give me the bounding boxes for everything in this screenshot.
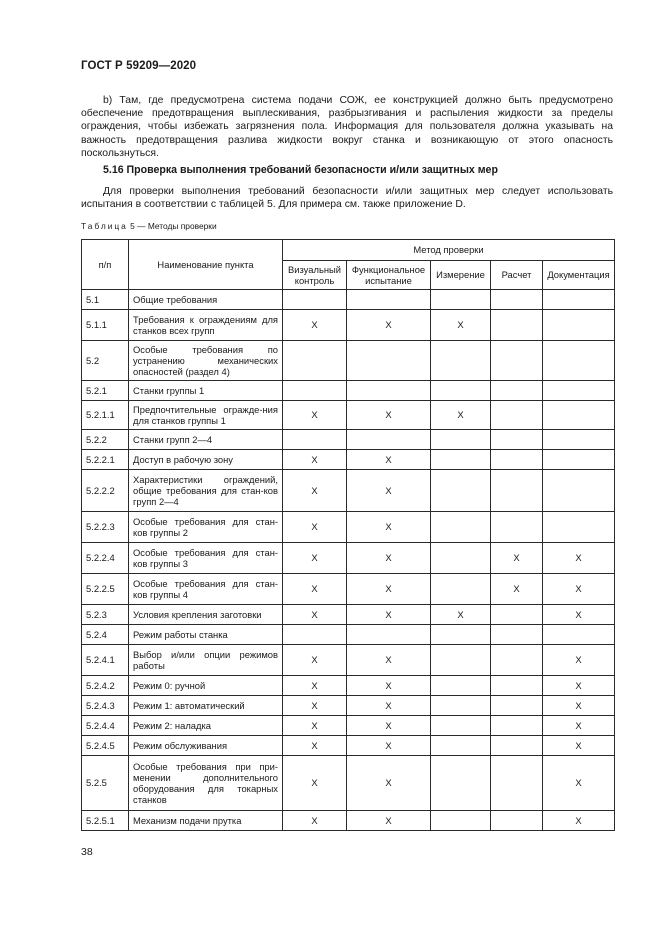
table-row <box>82 310 615 341</box>
mark-functional: X <box>347 716 431 736</box>
mark-visual: X <box>283 470 347 512</box>
header-method-functional: Функциональное испытание <box>347 261 431 290</box>
mark-calculation <box>491 716 543 736</box>
mark-measurement <box>431 512 491 543</box>
header-method-calculation: Расчет <box>491 261 543 290</box>
mark-measurement <box>431 756 491 811</box>
section-text: Для проверки выполнения требований безопасности и/или защитных мер следует использовать испытания в соответствии с таблицей 5. Для примера см. также приложение D. <box>81 186 613 211</box>
mark-visual <box>283 625 347 645</box>
mark-documentation: X <box>543 736 615 756</box>
mark-functional: X <box>347 696 431 716</box>
table-row <box>82 696 615 716</box>
mark-visual: X <box>283 811 347 831</box>
table-caption <box>81 221 217 231</box>
table-row <box>82 430 615 450</box>
mark-functional: X <box>347 401 431 430</box>
mark-calculation <box>491 381 543 401</box>
row-number: 5.2.4.3 <box>82 696 129 716</box>
row-name: Выбор и/или опции режимов работы <box>129 645 283 676</box>
mark-documentation: X <box>543 811 615 831</box>
row-name: Режим 2: наладка <box>129 716 283 736</box>
mark-measurement <box>431 716 491 736</box>
row-name: Предпочтительные огражде-ния для станков группы 1 <box>129 401 283 430</box>
table-row <box>82 676 615 696</box>
table-row <box>82 543 615 574</box>
mark-visual: X <box>283 512 347 543</box>
row-number: 5.2.2.5 <box>82 574 129 605</box>
mark-calculation <box>491 811 543 831</box>
mark-documentation <box>543 625 615 645</box>
mark-documentation: X <box>543 645 615 676</box>
table-row <box>82 574 615 605</box>
mark-calculation <box>491 605 543 625</box>
mark-functional <box>347 341 431 381</box>
mark-measurement <box>431 625 491 645</box>
row-name: Особые требования для стан-ков группы 3 <box>129 543 283 574</box>
header-num: п/п <box>82 240 129 290</box>
mark-documentation <box>543 512 615 543</box>
row-number: 5.2 <box>82 341 129 381</box>
mark-calculation <box>491 310 543 341</box>
mark-functional: X <box>347 574 431 605</box>
mark-calculation <box>491 756 543 811</box>
row-number: 5.1.1 <box>82 310 129 341</box>
row-number: 5.2.4.1 <box>82 645 129 676</box>
mark-calculation <box>491 470 543 512</box>
table-row <box>82 716 615 736</box>
row-name: Характеристики ограждений, общие требования для стан-ков групп 2—4 <box>129 470 283 512</box>
mark-documentation <box>543 341 615 381</box>
table-row <box>82 605 615 625</box>
mark-documentation: X <box>543 676 615 696</box>
section-heading: 5.16 Проверка выполнения требований безопасности и/или защитных мер <box>103 164 498 176</box>
table-row <box>82 811 615 831</box>
mark-measurement: X <box>431 605 491 625</box>
mark-documentation: X <box>543 696 615 716</box>
paragraph-b: b) Там, где предусмотрена система подачи СОЖ, ее конструкцией должно быть предусмотрено обеспечение предотвращения выплескивания, разбрызгивания и распыления жидкости за пределы ограждения, чтобы избежать загрязнения пола. Информация для пользователя должна указывать на важность предотвращения разлива жидкости вокруг станка и возникающую от этого опасность поскользнуться. <box>81 95 613 159</box>
row-name: Механизм подачи прутка <box>129 811 283 831</box>
mark-calculation <box>491 430 543 450</box>
mark-calculation <box>491 450 543 470</box>
row-name: Требования к ограждениям для станков всех групп <box>129 310 283 341</box>
mark-visual: X <box>283 543 347 574</box>
row-name: Режим работы станка <box>129 625 283 645</box>
row-name: Особые требования по устранению механических опасностей (раздел 4) <box>129 341 283 381</box>
mark-functional <box>347 290 431 310</box>
mark-functional: X <box>347 811 431 831</box>
mark-functional <box>347 430 431 450</box>
row-number: 5.2.2.3 <box>82 512 129 543</box>
row-number: 5.2.4.4 <box>82 716 129 736</box>
mark-visual: X <box>283 574 347 605</box>
row-name: Особые требования при при-менении дополнительного оборудования для токарных станков <box>129 756 283 811</box>
mark-visual: X <box>283 696 347 716</box>
mark-functional: X <box>347 605 431 625</box>
mark-functional: X <box>347 543 431 574</box>
row-name: Особые требования для стан-ков группы 4 <box>129 574 283 605</box>
table-row <box>82 736 615 756</box>
table-row <box>82 381 615 401</box>
mark-measurement <box>431 381 491 401</box>
table-row <box>82 450 615 470</box>
mark-visual: X <box>283 676 347 696</box>
row-name: Особые требования для стан-ков группы 2 <box>129 512 283 543</box>
mark-measurement <box>431 543 491 574</box>
mark-visual: X <box>283 716 347 736</box>
mark-calculation <box>491 736 543 756</box>
page-number: 38 <box>81 846 93 858</box>
mark-calculation <box>491 401 543 430</box>
row-number: 5.2.4 <box>82 625 129 645</box>
row-number: 5.2.2.4 <box>82 543 129 574</box>
mark-documentation <box>543 430 615 450</box>
row-name: Общие требования <box>129 290 283 310</box>
mark-measurement <box>431 341 491 381</box>
mark-functional: X <box>347 736 431 756</box>
row-name: Доступ в рабочую зону <box>129 450 283 470</box>
mark-documentation <box>543 290 615 310</box>
row-number: 5.2.5.1 <box>82 811 129 831</box>
mark-functional: X <box>347 645 431 676</box>
mark-documentation <box>543 450 615 470</box>
row-name: Станки группы 1 <box>129 381 283 401</box>
table-row <box>82 645 615 676</box>
table-caption-word: Таблица <box>81 221 128 231</box>
document-header: ГОСТ Р 59209—2020 <box>81 60 197 72</box>
row-name: Режим 1: автоматический <box>129 696 283 716</box>
mark-visual: X <box>283 450 347 470</box>
mark-visual: X <box>283 645 347 676</box>
mark-functional: X <box>347 676 431 696</box>
mark-functional: X <box>347 310 431 341</box>
row-number: 5.2.4.5 <box>82 736 129 756</box>
mark-functional: X <box>347 470 431 512</box>
mark-visual <box>283 341 347 381</box>
mark-calculation <box>491 625 543 645</box>
mark-measurement: X <box>431 401 491 430</box>
header-method-visual: Визуальный контроль <box>283 261 347 290</box>
mark-visual: X <box>283 756 347 811</box>
mark-measurement <box>431 430 491 450</box>
row-number: 5.1 <box>82 290 129 310</box>
row-number: 5.2.4.2 <box>82 676 129 696</box>
mark-visual <box>283 430 347 450</box>
header-method-measurement: Измерение <box>431 261 491 290</box>
mark-documentation <box>543 381 615 401</box>
row-number: 5.2.3 <box>82 605 129 625</box>
methods-table <box>81 239 615 831</box>
mark-visual: X <box>283 401 347 430</box>
table-row <box>82 341 615 381</box>
mark-calculation <box>491 676 543 696</box>
mark-measurement <box>431 736 491 756</box>
mark-documentation: X <box>543 574 615 605</box>
mark-calculation <box>491 290 543 310</box>
row-number: 5.2.5 <box>82 756 129 811</box>
mark-visual: X <box>283 736 347 756</box>
row-number: 5.2.2.2 <box>82 470 129 512</box>
table-row <box>82 401 615 430</box>
mark-visual: X <box>283 310 347 341</box>
row-name: Станки групп 2—4 <box>129 430 283 450</box>
mark-calculation <box>491 696 543 716</box>
row-number: 5.2.1 <box>82 381 129 401</box>
mark-calculation: X <box>491 574 543 605</box>
mark-measurement <box>431 811 491 831</box>
table-row <box>82 625 615 645</box>
table-row <box>82 512 615 543</box>
mark-documentation <box>543 401 615 430</box>
row-number: 5.2.2 <box>82 430 129 450</box>
row-name: Режим 0: ручной <box>129 676 283 696</box>
header-method-documentation: Документация <box>543 261 615 290</box>
row-name: Условия крепления заготовки <box>129 605 283 625</box>
mark-documentation: X <box>543 605 615 625</box>
mark-functional: X <box>347 512 431 543</box>
mark-documentation: X <box>543 543 615 574</box>
mark-calculation <box>491 341 543 381</box>
mark-calculation <box>491 512 543 543</box>
row-number: 5.2.2.1 <box>82 450 129 470</box>
mark-functional: X <box>347 756 431 811</box>
mark-documentation <box>543 470 615 512</box>
table-row <box>82 470 615 512</box>
mark-measurement <box>431 645 491 676</box>
mark-measurement <box>431 470 491 512</box>
mark-visual <box>283 290 347 310</box>
mark-measurement: X <box>431 310 491 341</box>
mark-calculation: X <box>491 543 543 574</box>
row-name: Режим обслуживания <box>129 736 283 756</box>
mark-documentation: X <box>543 756 615 811</box>
mark-functional: X <box>347 450 431 470</box>
mark-measurement <box>431 696 491 716</box>
mark-visual <box>283 381 347 401</box>
table-row <box>82 756 615 811</box>
mark-calculation <box>491 645 543 676</box>
mark-measurement <box>431 676 491 696</box>
table-caption-rest: 5 — Методы проверки <box>127 221 217 231</box>
mark-functional <box>347 625 431 645</box>
mark-documentation <box>543 310 615 341</box>
mark-measurement <box>431 574 491 605</box>
header-name: Наименование пункта <box>129 240 283 290</box>
mark-documentation: X <box>543 716 615 736</box>
mark-visual: X <box>283 605 347 625</box>
mark-measurement <box>431 450 491 470</box>
row-number: 5.2.1.1 <box>82 401 129 430</box>
table-row <box>82 290 615 310</box>
mark-measurement <box>431 290 491 310</box>
mark-functional <box>347 381 431 401</box>
header-method-group: Метод проверки <box>283 240 615 261</box>
